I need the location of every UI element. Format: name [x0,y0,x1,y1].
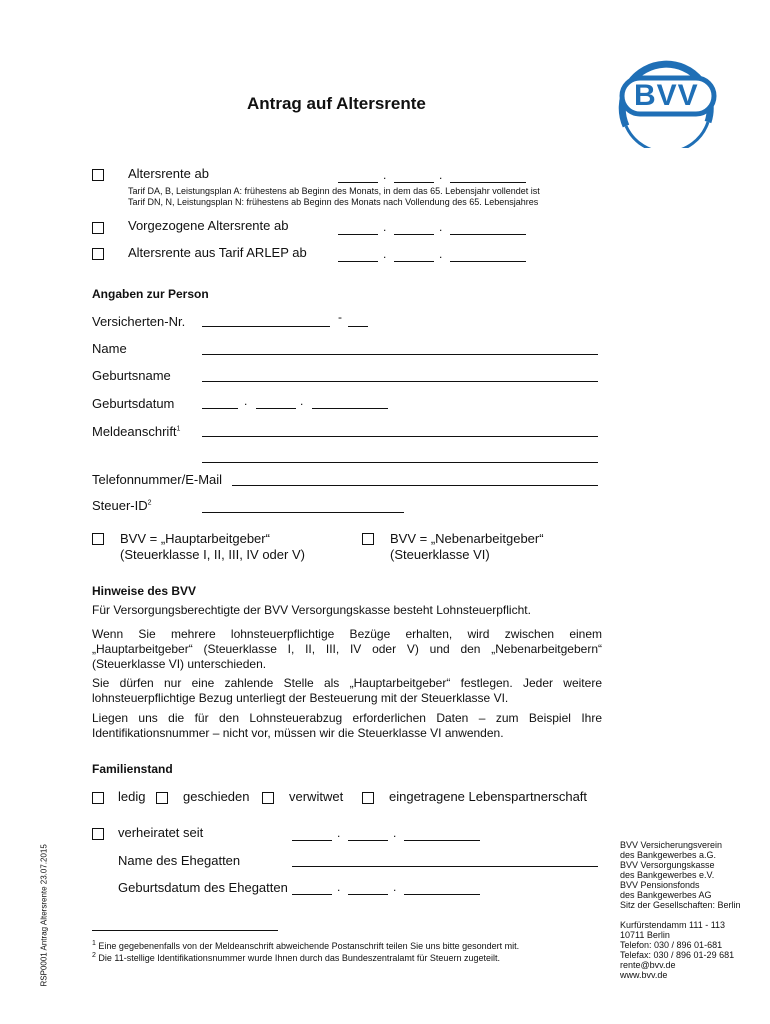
company-line: BVV Versicherungsverein [620,840,723,850]
altersrente-checkbox[interactable] [92,169,104,181]
verwitwet-label: verwitwet [289,789,344,804]
geburtsname-label: Geburtsname [92,368,171,383]
company-line: des Bankgewerbes e.V. [620,870,715,880]
name-ehegatte-label: Name des Ehegatten [118,853,241,868]
hinweise-paragraph-4: Liegen uns die für den Lohnsteuerabzug erforderlichen Daten – zum Beispiel Ihre Identifikationsnummer – nicht vor, müssen wir die Steuerklasse VI anwenden. [92,711,602,740]
website-link[interactable]: www.bvv.de [620,970,668,980]
geschieden-checkbox[interactable] [156,792,168,804]
address-line: Kurfürstendamm 111 - 113 [620,920,726,930]
telefon-field[interactable] [232,485,598,486]
telefon-label: Telefonnummer/E-Mail [92,472,223,487]
ledig-checkbox[interactable] [92,792,104,804]
company-info [620,840,741,910]
person-heading: Angaben zur Person [92,287,209,301]
footnote-divider [92,930,278,931]
address-line: 10711 Berlin [620,930,670,940]
name-ehegatte-field[interactable] [292,866,598,867]
nebenarbeitgeber-label: BVV = „Nebenarbeitgeber“ [390,531,544,546]
name-label: Name [92,341,127,356]
meldeanschrift-label: Meldeanschrift$^1$ [92,424,181,439]
arlep-date-field[interactable]: . . [338,249,528,263]
vorgezogene-checkbox[interactable] [92,222,104,234]
nebenarbeitgeber-sublabel: (Steuerklasse VI) [390,547,490,562]
altersrente-label: Altersrente ab [128,166,209,181]
hauptarbeitgeber-checkbox[interactable] [92,533,104,545]
company-line: BVV Pensionsfonds [620,880,700,890]
hinweise-heading: Hinweise des BVV [92,584,197,598]
hauptarbeitgeber-label: BVV = „Hauptarbeitgeber“ [120,531,270,546]
hinweise-paragraph-2: Wenn Sie mehrere lohnsteuerpflichtige Bezüge erhalten, wird zwischen einem „Hauptarbeitgeber“ (Steuerklasse I, II, III, IV oder V) und den „Nebenarbeitgebern“ (Steuerklasse VI) unterschieden. [92,627,602,671]
bvv-logo [612,52,720,148]
company-line: des Bankgewerbes a.G. [620,850,717,860]
versicherten-nr-field[interactable]: - [202,314,372,328]
logo-text: BVV [634,79,699,112]
geburtsdatum-ehegatte-label: Geburtsdatum des Ehegatten [118,880,288,895]
geburtsname-field[interactable] [202,381,598,382]
verheiratet-checkbox[interactable] [92,828,104,840]
altersrente-date-field[interactable]: . . [338,170,528,184]
versicherten-nr-label: Versicherten-Nr. [92,314,186,329]
lebenspartner-label: eingetragene Lebenspartnerschaft [389,789,588,804]
geburtsdatum-field[interactable]: . . [202,396,392,410]
company-line: Sitz der Gesellschaften: Berlin [620,900,741,910]
geschieden-label: geschieden [183,789,250,804]
geburtsdatum-label: Geburtsdatum [92,396,175,411]
footnote-2: $^2$ Die 11-stellige Identifikationsnummer wurde Ihnen durch das Bundeszentralamt für Steuern zugeteilt. [92,952,500,963]
steuer-id-label: Steuer-$ID^2$ [92,498,152,513]
address-line: Telefax: 030 / 896 01-29 681 [620,950,735,960]
tarif-note-1: Tarif DA, B, Leistungsplan A: frühestens ab Beginn des Monats, in dem das 65. Lebensjahr vollendet ist [128,186,540,196]
familienstand-heading: Familienstand [92,762,173,776]
company-line: des Bankgewerbes AG [620,890,712,900]
form-id: RSP0001 Antrag Altersrente 23.07.2015 [39,844,49,987]
verwitwet-checkbox[interactable] [262,792,274,804]
ledig-label: ledig [118,789,146,804]
arlep-label: Altersrente aus Tarif ARLEP ab [128,245,307,260]
footnote-1: $^1$ Eine gegebenenfalls von der Meldeanschrift abweichende Postanschrift teilen Sie uns bitte gesondert mit. [92,940,520,951]
name-field[interactable] [202,354,598,355]
footnote-ref-2: 2 [147,499,152,507]
vorgezogene-date-field[interactable]: . . [338,222,528,236]
verheiratet-label: verheiratet seit [118,825,204,840]
arlep-checkbox[interactable] [92,248,104,260]
steuer-id-field[interactable] [202,512,404,513]
address-line: Telefon: 030 / 896 01-681 [620,940,723,950]
page-title: Antrag auf Altersrente [247,94,426,113]
geburtsdatum-ehegatte-field[interactable]: . . [292,882,482,896]
hinweise-paragraph-3: Sie dürfen nur eine zahlende Stelle als „Hauptarbeitgeber“ festlegen. Jeder weitere lohnsteuerpflichtige Bezug unterliegt der Besteuerung mit der Steuerklasse VI. [92,676,602,705]
vorgezogene-label: Vorgezogene Altersrente ab [128,218,289,233]
hinweise-paragraph-1: Für Versorgungsberechtigte der BVV Versorgungskasse besteht Lohnsteuerpflicht. [92,603,531,617]
email-link[interactable]: rente@bvv.de [620,960,676,970]
company-address [620,920,734,980]
tarif-note-2: Tarif DN, N, Leistungsplan N: frühestens ab Beginn des Monats nach Vollendung des 65. Lebensjahres [128,197,539,207]
hauptarbeitgeber-sublabel: (Steuerklasse I, II, III, IV oder V) [120,547,305,562]
meldeanschrift-field-1[interactable] [202,436,598,437]
footnote-ref-1: 1 [176,425,181,433]
nebenarbeitgeber-checkbox[interactable] [362,533,374,545]
company-line: BVV Versorgungskasse [620,860,715,870]
verheiratet-date-field[interactable]: . . [292,828,482,842]
lebenspartner-checkbox[interactable] [362,792,374,804]
meldeanschrift-field-2[interactable] [202,462,598,463]
